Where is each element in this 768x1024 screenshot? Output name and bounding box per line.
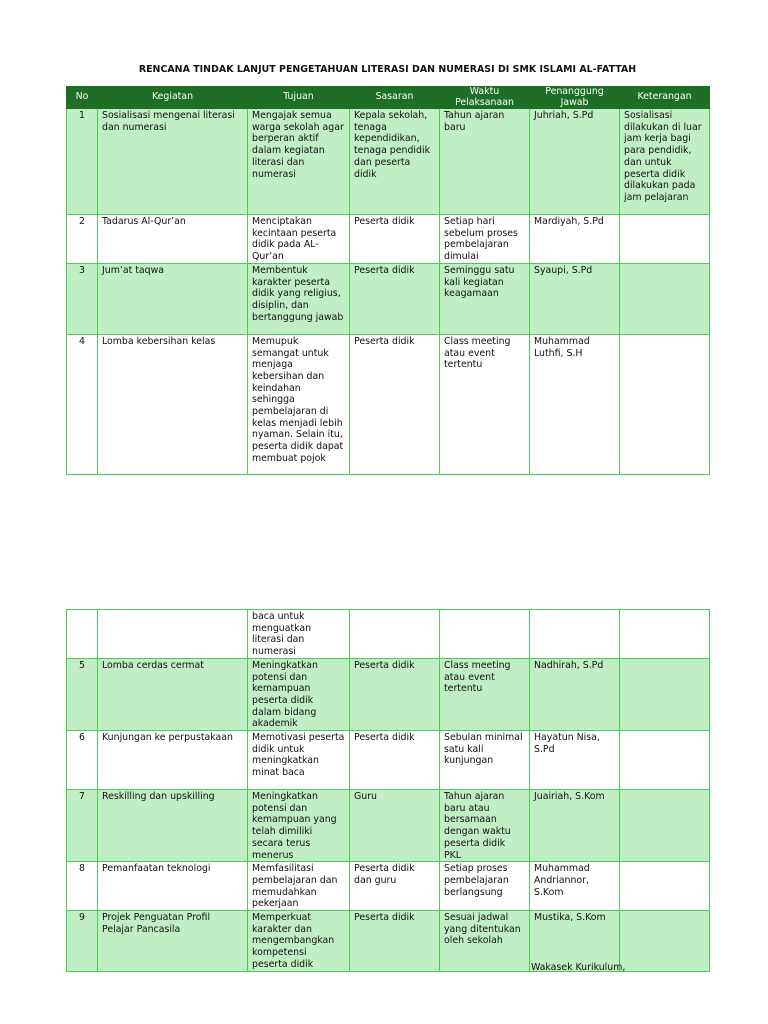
table-row [67,862,710,911]
header-keterangan: Keterangan [620,87,710,109]
cell-waktu: Tahun ajaran baru [440,109,530,215]
cell-sasaran: Peserta didik [350,215,440,264]
cell-waktu: Class meeting atau event tertentu [440,658,530,730]
cell-tujuan: Memotivasi peserta didik untuk meningkatkan minat baca [248,731,350,790]
signature-label: Wakasek Kurikulum, [531,962,626,973]
cell-sasaran [350,610,440,659]
table-row [67,731,710,790]
cell-no: 3 [67,263,98,334]
cell-waktu: Setiap proses pembelajaran berlangsung [440,862,530,911]
cell-keterangan [620,790,710,862]
cell-waktu: Seminggu satu kali kegiatan keagamaan [440,263,530,334]
cell-no: 7 [67,790,98,862]
cell-waktu: Sebulan minimal satu kali kunjungan [440,731,530,790]
cell-waktu: Tahun ajaran baru atau bersamaan dengan waktu peserta didik PKL [440,790,530,862]
cell-tujuan: Meningkatkan potensi dan kemampuan yang telah dimiliki secara terus menerus [248,790,350,862]
cell-sasaran: Peserta didik [350,334,440,474]
cell-kegiatan: Projek Penguatan Profil Pelajar Pancasila [98,911,248,972]
cell-sasaran: Peserta didik [350,911,440,972]
cell-tujuan: Memperkuat karakter dan mengembangkan kompetensi peserta didik [248,911,350,972]
cell-penanggung-jawab: Muhammad Luthfi, S.H [530,334,620,474]
cell-kegiatan: Sosialisasi mengenai literasi dan numerasi [98,109,248,215]
cell-sasaran: Peserta didik [350,263,440,334]
cell-no: 8 [67,862,98,911]
cell-tujuan: baca untuk menguatkan literasi dan numerasi [248,610,350,659]
cell-tujuan: Membentuk karakter peserta didik yang religius, disiplin, dan bertanggung jawab [248,263,350,334]
cell-kegiatan: Kunjungan ke perpustakaan [98,731,248,790]
cell-tujuan: Memupuk semangat untuk menjaga kebersihan dan keindahan sehingga pembelajaran di kelas menjadi lebih nyaman. Selain itu, peserta didik dapat membuat pojok [248,334,350,474]
cell-no [67,610,98,659]
header-penanggung-jawab: Penanggung Jawab [530,87,620,109]
cell-no: 2 [67,215,98,264]
cell-penanggung-jawab: Syaupi, S.Pd [530,263,620,334]
table-row [67,658,710,730]
cell-no: 6 [67,731,98,790]
cell-kegiatan [98,610,248,659]
header-sasaran: Sasaran [350,87,440,109]
cell-keterangan [620,862,710,911]
cell-penanggung-jawab: Juhriah, S.Pd [530,109,620,215]
cell-penanggung-jawab: Hayatun Nisa, S.Pd [530,731,620,790]
header-no: No [67,87,98,109]
table-header-row [67,87,710,109]
header-kegiatan: Kegiatan [98,87,248,109]
cell-penanggung-jawab: Mardiyah, S.Pd [530,215,620,264]
cell-keterangan [620,911,710,972]
cell-kegiatan: Tadarus Al-Qur’an [98,215,248,264]
cell-waktu [440,610,530,659]
cell-keterangan [620,215,710,264]
cell-no: 4 [67,334,98,474]
cell-keterangan [620,658,710,730]
header-waktu: Waktu Pelaksanaan [440,87,530,109]
cell-keterangan [620,610,710,659]
cell-no: 9 [67,911,98,972]
cell-sasaran: Peserta didik [350,658,440,730]
table-row [67,263,710,334]
cell-kegiatan: Jum’at taqwa [98,263,248,334]
cell-waktu: Setiap hari sebelum proses pembelajaran dimulai [440,215,530,264]
table-row [67,334,710,474]
table-row [67,109,710,215]
cell-kegiatan: Lomba kebersihan kelas [98,334,248,474]
plan-table-page-2 [66,609,710,972]
cell-sasaran: Kepala sekolah, tenaga kependidikan, tenaga pendidik dan peserta didik [350,109,440,215]
cell-keterangan: Sosialisasi dilakukan di luar jam kerja bagi para pendidik, dan untuk peserta didik dilakukan pada jam pelajaran [620,109,710,215]
cell-no: 1 [67,109,98,215]
cell-penanggung-jawab [530,610,620,659]
cell-penanggung-jawab: Mustika, S.Kom [530,911,620,972]
cell-waktu: Sesuai jadwal yang ditentukan oleh sekolah [440,911,530,972]
cell-sasaran: Peserta didik dan guru [350,862,440,911]
cell-kegiatan: Reskilling dan upskilling [98,790,248,862]
cell-penanggung-jawab: Juairiah, S.Kom [530,790,620,862]
cell-waktu: Class meeting atau event tertentu [440,334,530,474]
cell-sasaran: Guru [350,790,440,862]
cell-tujuan: Meningkatkan potensi dan kemampuan peserta didik dalam bidang akademik [248,658,350,730]
cell-tujuan: Menciptakan kecintaan peserta didik pada AL-Qur’an [248,215,350,264]
cell-no: 5 [67,658,98,730]
cell-keterangan [620,731,710,790]
cell-penanggung-jawab: Muhammad Andriannor, S.Kom [530,862,620,911]
cell-keterangan [620,263,710,334]
cell-keterangan [620,334,710,474]
table-row-continuation [67,610,710,659]
cell-penanggung-jawab: Nadhirah, S.Pd [530,658,620,730]
cell-tujuan: Mengajak semua warga sekolah agar berperan aktif dalam kegiatan literasi dan numerasi [248,109,350,215]
cell-kegiatan: Lomba cerdas cermat [98,658,248,730]
cell-kegiatan: Pemanfaatan teknologi [98,862,248,911]
document-title: RENCANA TINDAK LANJUT PENGETAHUAN LITERASI DAN NUMERASI DI SMK ISLAMI AL-FATTAH [138,64,637,75]
plan-table-page-1 [66,86,710,475]
header-tujuan: Tujuan [248,87,350,109]
table-row [67,215,710,264]
cell-sasaran: Peserta didik [350,731,440,790]
cell-tujuan: Memfasilitasi pembelajaran dan memudahkan pekerjaan [248,862,350,911]
table-row [67,790,710,862]
